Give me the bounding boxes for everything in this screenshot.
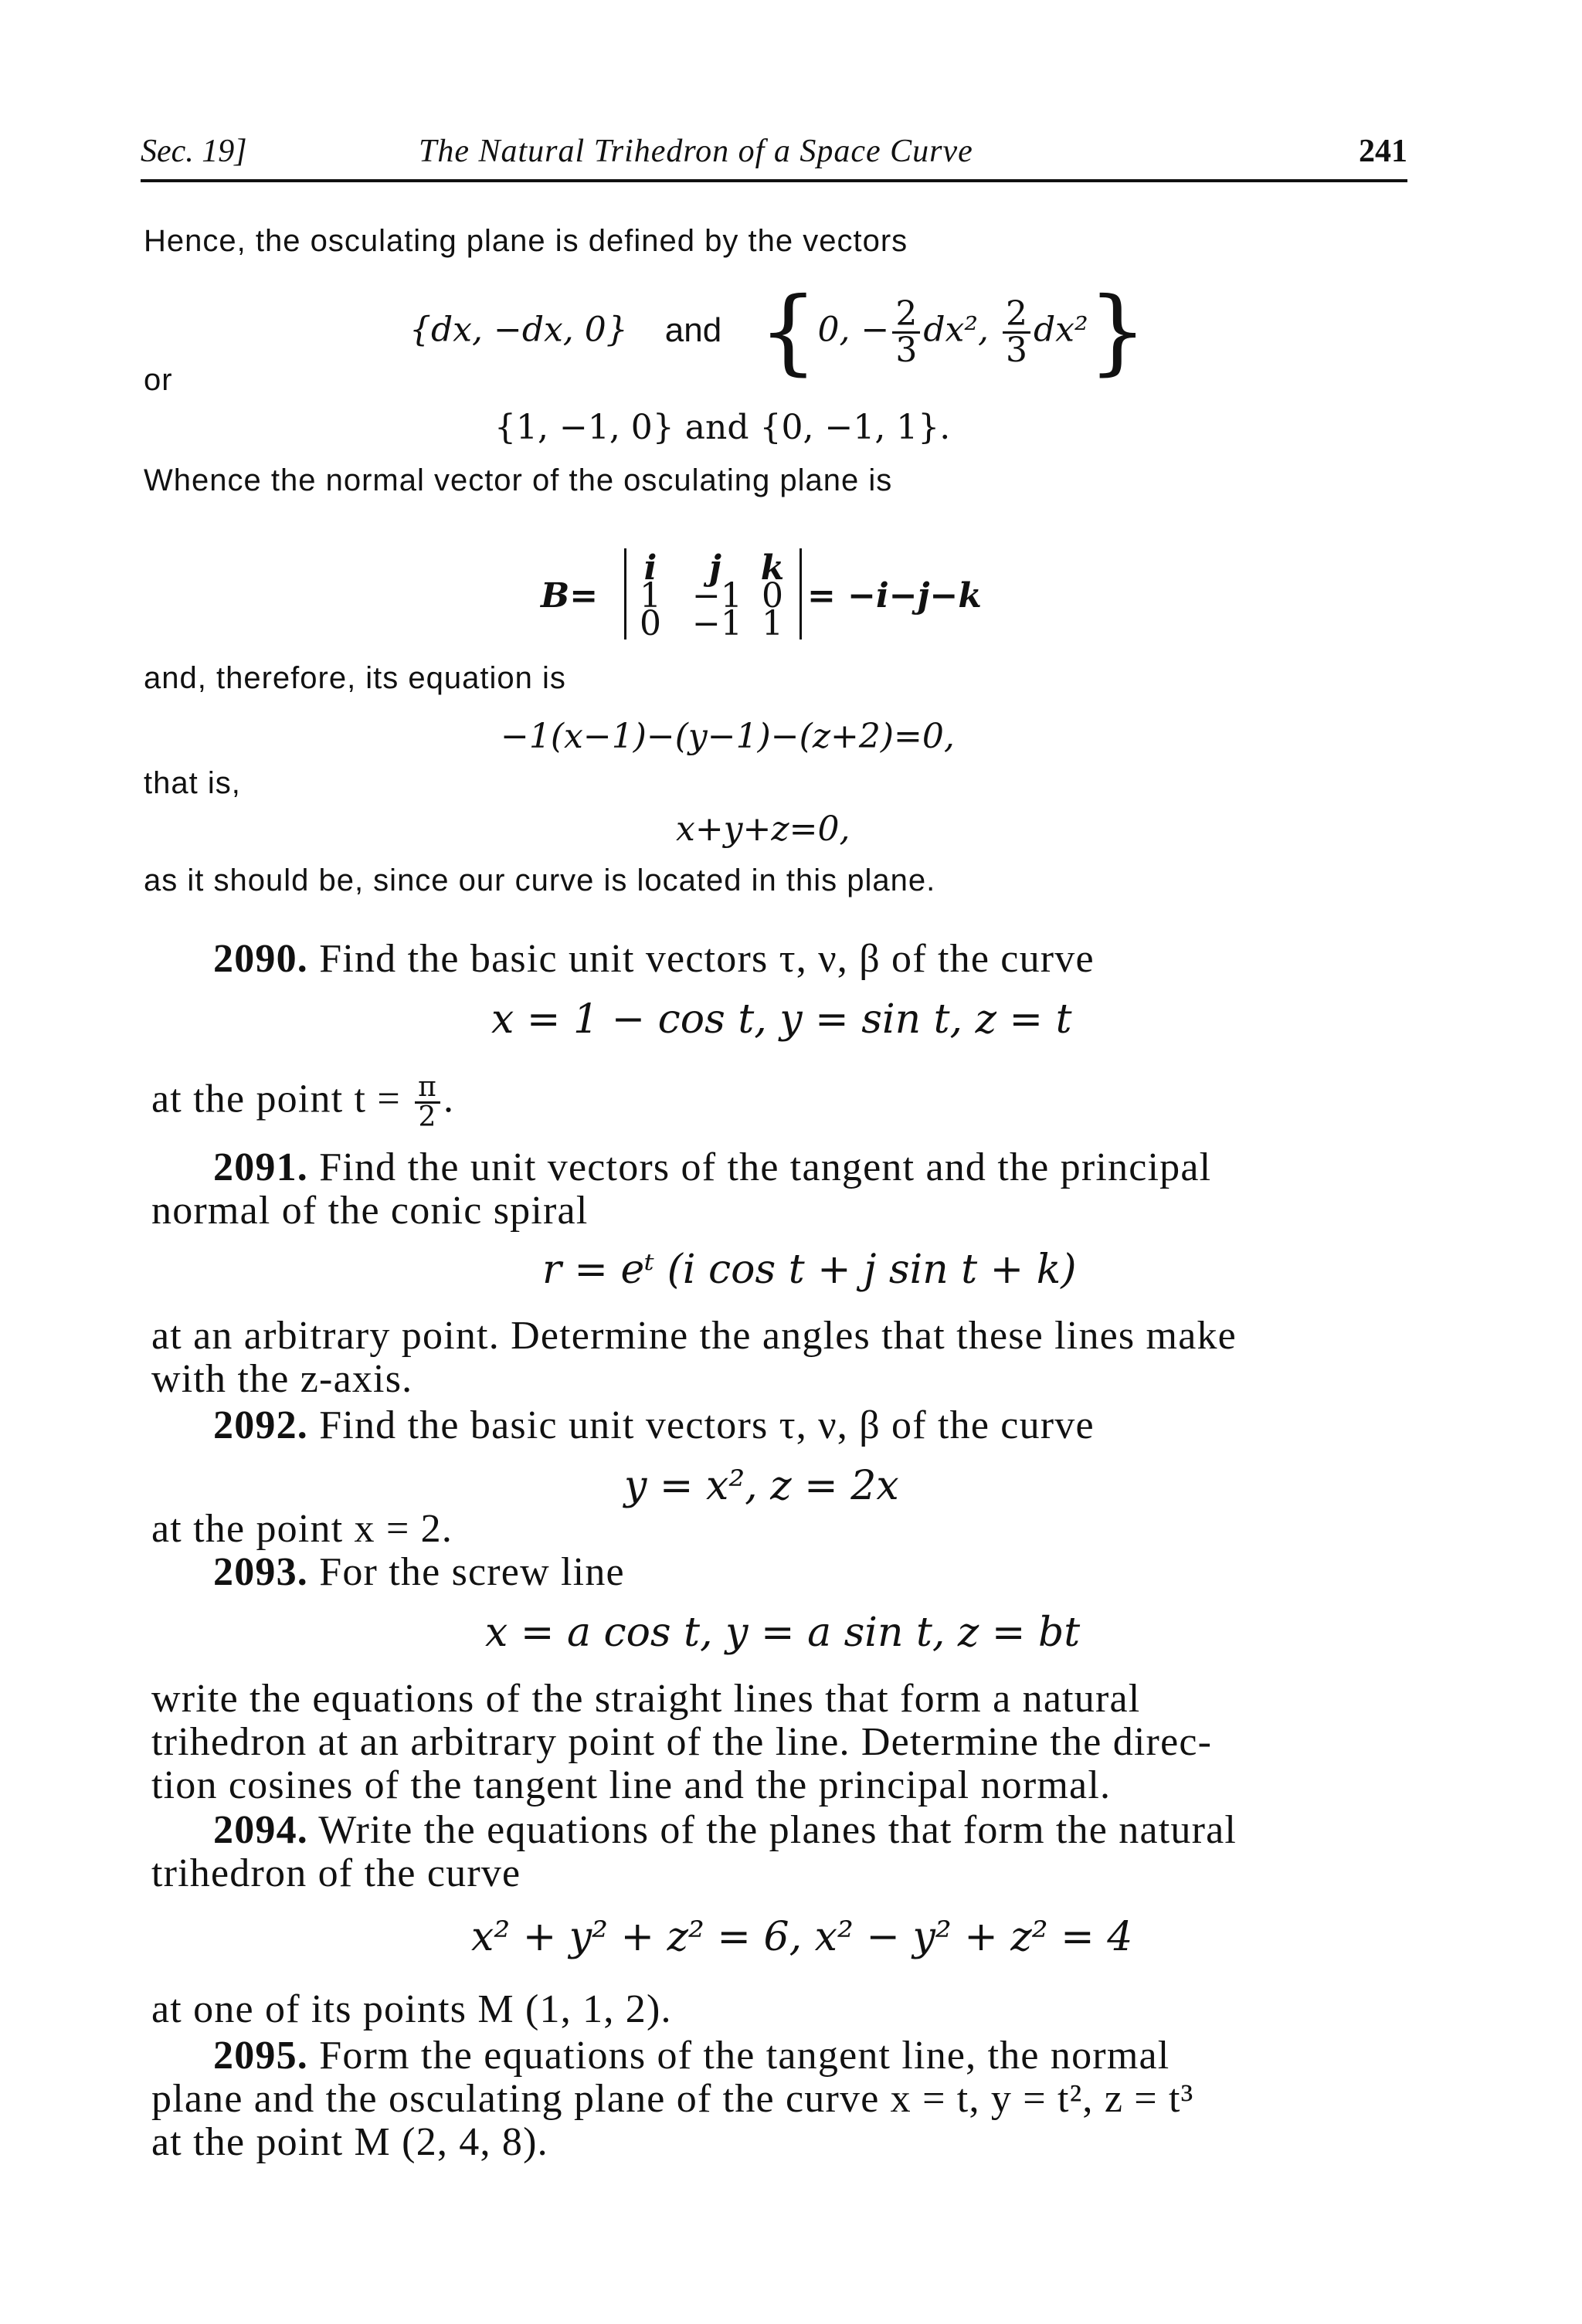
and-word: and	[664, 310, 722, 349]
problem-2093: 2093. For the screw line	[213, 1550, 625, 1594]
page-header	[141, 133, 1407, 178]
fraction: $\frac{2}{3}$	[892, 297, 920, 368]
det-cell: i	[643, 548, 657, 588]
text-line: that is,	[144, 766, 241, 800]
section-label: Sec. 19]	[141, 134, 247, 169]
fraction: $\frac{2}{3}$	[1003, 297, 1030, 368]
problem-2094: 2094. Write the equations of the planes that form the natural	[213, 1808, 1237, 1852]
problem-number: 2095.	[213, 2034, 308, 2078]
text-line: write the equations of the straight lines that form a natural	[151, 1677, 1141, 1721]
problem-number: 2092.	[213, 1403, 308, 1447]
problem-2092: 2092. Find the basic unit vectors τ, ν, β of the curve	[213, 1403, 1095, 1447]
det-cell: 0	[640, 604, 661, 643]
problem-2095: 2095. Form the equations of the tangent line, the normal	[213, 2034, 1170, 2078]
det-cell: k	[760, 548, 785, 588]
text-line: at the point t = $\frac{\pi}{2}$ .	[151, 1071, 455, 1133]
text-line: or	[144, 363, 173, 397]
equation: r = eᵗ (i cos t + j sin t + k)	[542, 1247, 1077, 1293]
vector-b-mid: dx²,	[923, 310, 1000, 350]
det-cell: 0	[762, 576, 783, 616]
text-line: plane and the osculating plane of the curve x = t, y = t², z = t³	[151, 2077, 1194, 2121]
det-label: B=	[541, 576, 599, 616]
text-line: trihedron at an arbitrary point of the line. Determine the direc-	[151, 1720, 1213, 1764]
running-title: The Natural Trihedron of a Space Curve	[419, 134, 973, 169]
text-line: tion cosines of the tangent line and the principal normal.	[151, 1763, 1112, 1807]
equation: x = a cos t, y = a sin t, z = bt	[485, 1610, 1081, 1656]
vector-b-end: dx²	[1033, 310, 1088, 350]
problem-number: 2091.	[213, 1145, 308, 1189]
right-brace-icon: }	[1088, 278, 1147, 385]
det-cell: −1	[692, 576, 742, 616]
text-line: at one of its points M (1, 1, 2).	[151, 1987, 672, 2031]
text-line: normal of the conic spiral	[151, 1189, 589, 1233]
equation: y = x², z = 2x	[624, 1463, 899, 1509]
text-line: at the point x = 2.	[151, 1507, 453, 1551]
det-cell: j	[709, 548, 721, 588]
vector-pair-2: {1, −1, 0} and {0, −1, 1}.	[494, 408, 951, 447]
det-cell: −1	[692, 604, 742, 643]
problem-number: 2094.	[213, 1808, 308, 1852]
problem-number: 2090.	[213, 937, 308, 981]
det-bar-right	[799, 548, 802, 640]
vector-a: {dx, −dx, 0}	[409, 310, 628, 350]
problem-2090: 2090. Find the basic unit vectors τ, ν, β of the curve	[213, 937, 1095, 981]
text-line: with the z-axis.	[151, 1357, 413, 1401]
problem-number: 2093.	[213, 1550, 308, 1594]
vector-b-start: 0, −	[817, 310, 890, 350]
plane-equation-simplified: x+y+z=0,	[676, 809, 850, 849]
text-line: Whence the normal vector of the osculating plane is	[144, 463, 893, 497]
vector-pair-1	[409, 278, 1147, 385]
text-line: Hence, the osculating plane is defined by the vectors	[144, 224, 908, 258]
problem-2091: 2091. Find the unit vectors of the tangent and the principal	[213, 1145, 1212, 1189]
det-bar-left	[624, 548, 626, 640]
header-rule	[141, 179, 1407, 182]
text-line: as it should be, since our curve is located in this plane.	[144, 863, 936, 897]
fraction: $\frac{\pi}{2}$	[415, 1074, 440, 1131]
text-line: at an arbitrary point. Determine the angles that these lines make	[151, 1314, 1237, 1358]
text-line: trihedron of the curve	[151, 1851, 521, 1895]
equation: x = 1 − cos t, y = sin t, z = t	[491, 996, 1072, 1043]
left-brace-icon: {	[759, 278, 818, 385]
text-line: and, therefore, its equation is	[144, 661, 566, 695]
plane-equation: −1(x−1)−(y−1)−(z+2)=0,	[501, 717, 955, 756]
det-cell: 1	[762, 604, 783, 643]
equation: x² + y² + z² = 6, x² − y² + z² = 4	[471, 1914, 1133, 1960]
page-number: 241	[1359, 134, 1407, 169]
det-cell: 1	[640, 576, 661, 616]
det-result: = −i−j−k	[807, 576, 982, 616]
text-line: at the point M (2, 4, 8).	[151, 2120, 548, 2164]
